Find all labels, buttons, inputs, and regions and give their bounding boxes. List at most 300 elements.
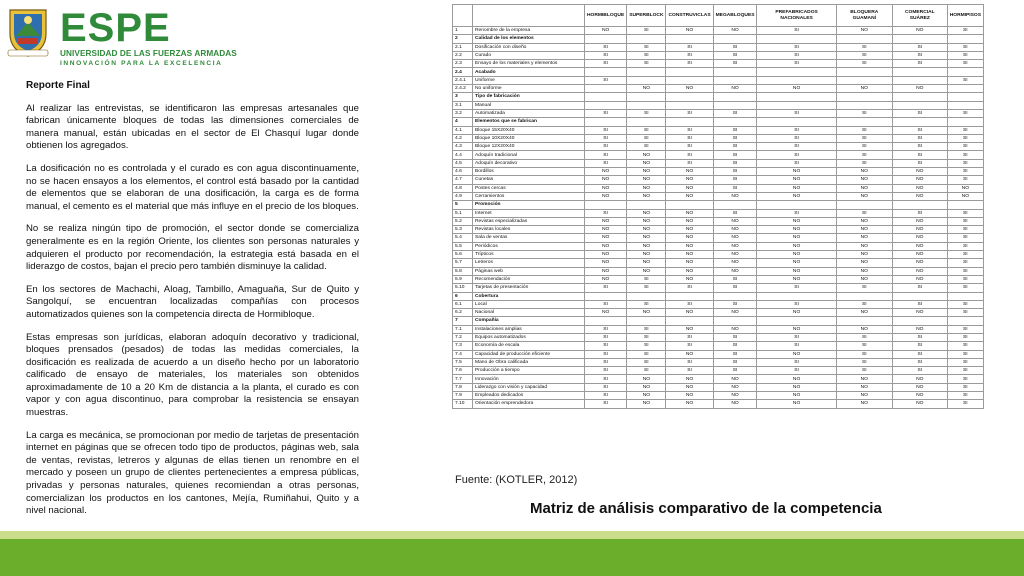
table-row xyxy=(453,375,984,383)
cell-value: NO xyxy=(627,375,666,383)
cell-value: SI xyxy=(836,60,892,68)
row-code: 6.2 xyxy=(453,309,473,317)
espe-logo xyxy=(4,6,237,67)
row-code: 6 xyxy=(453,292,473,300)
row-label: Renombre de la empresa xyxy=(473,27,585,35)
cell-value: SI xyxy=(757,43,836,51)
table-row xyxy=(453,93,984,101)
cell-value: NO xyxy=(627,234,666,242)
cell-value: SI xyxy=(627,51,666,59)
row-label: Liderazgo con visión y capacidad xyxy=(473,383,585,391)
row-code: 4.6 xyxy=(453,168,473,176)
cell-value: NO xyxy=(627,383,666,391)
table-row xyxy=(453,60,984,68)
cell-value: NO xyxy=(892,192,947,200)
row-label: Páginas web xyxy=(473,267,585,275)
footer-band-light xyxy=(0,531,1024,539)
cell-value: NO xyxy=(892,325,947,333)
row-code: 2.2 xyxy=(453,51,473,59)
cell-value: NO xyxy=(713,242,757,250)
row-code: 6.1 xyxy=(453,300,473,308)
cell-value: NO xyxy=(892,234,947,242)
cell-value: SI xyxy=(892,209,947,217)
cell-value xyxy=(757,35,836,43)
cell-value: SI xyxy=(713,300,757,308)
table-row xyxy=(453,76,984,84)
cell-value xyxy=(836,292,892,300)
row-code: 4.4 xyxy=(453,151,473,159)
cell-value: NO xyxy=(627,209,666,217)
table-row xyxy=(453,109,984,117)
table-row xyxy=(453,259,984,267)
cell-value xyxy=(836,35,892,43)
cell-value: SI xyxy=(836,51,892,59)
cell-value: SI xyxy=(892,134,947,142)
row-label: Innovación xyxy=(473,375,585,383)
row-code: 5.2 xyxy=(453,217,473,225)
table-row xyxy=(453,342,984,350)
cell-value: SI xyxy=(892,143,947,151)
cell-value xyxy=(585,68,627,76)
row-label: Instalaciones amplias xyxy=(473,325,585,333)
cell-value: SI xyxy=(666,342,713,350)
row-code: 4.5 xyxy=(453,159,473,167)
cell-value: SI xyxy=(836,333,892,341)
row-code: 2 xyxy=(453,35,473,43)
cell-value: NO xyxy=(627,251,666,259)
cell-value: NO xyxy=(713,85,757,93)
table-row xyxy=(453,126,984,134)
row-label: Orientación emprendedora xyxy=(473,400,585,408)
row-code: 3 xyxy=(453,93,473,101)
cell-value: NO xyxy=(892,176,947,184)
cell-value: NO xyxy=(836,392,892,400)
table-row xyxy=(453,159,984,167)
table-row xyxy=(453,118,984,126)
cell-value xyxy=(892,292,947,300)
report-paragraph: Estas empresas son jurídicas, elaboran adoquín decorativo y tradicional, bloques prensados (pesados) de todas las medidas comerciales, la dosificación es realizada de acuerdo a un diseño hecho por un laboratorio calificado de ensayo de materiales, los materiales son obtenidos aproximadamente de 10 a 20 Km de distancia a la planta, el curado es con vapor y con agua discontinuo, para comprobar la resistencia se ensayan muestras. xyxy=(26,331,359,419)
cell-value: NO xyxy=(585,267,627,275)
cell-value xyxy=(627,35,666,43)
row-label: Cobertura xyxy=(473,292,585,300)
row-code: 7.1 xyxy=(453,325,473,333)
cell-value: NO xyxy=(713,375,757,383)
table-row xyxy=(453,184,984,192)
cell-value: NO xyxy=(757,392,836,400)
cell-value: NO xyxy=(757,85,836,93)
cell-value: SI xyxy=(713,184,757,192)
cell-value xyxy=(627,68,666,76)
cell-value: NO xyxy=(585,168,627,176)
cell-value: SI xyxy=(585,109,627,117)
cell-value: NO xyxy=(836,184,892,192)
cell-value: NO xyxy=(666,251,713,259)
cell-value: NO xyxy=(836,325,892,333)
cell-value: SI xyxy=(947,275,983,283)
cell-value xyxy=(627,118,666,126)
table-row xyxy=(453,234,984,242)
row-label: Automatizada xyxy=(473,109,585,117)
table-row xyxy=(453,309,984,317)
cell-value xyxy=(585,35,627,43)
table-row xyxy=(453,101,984,109)
cell-value: NO xyxy=(892,383,947,391)
cell-value: SI xyxy=(757,109,836,117)
cell-value xyxy=(585,93,627,101)
cell-value: SI xyxy=(757,342,836,350)
cell-value: SI xyxy=(892,358,947,366)
cell-value xyxy=(892,118,947,126)
cell-value: NO xyxy=(627,267,666,275)
cell-value: SI xyxy=(713,350,757,358)
cell-value: NO xyxy=(892,400,947,408)
cell-value: NO xyxy=(757,192,836,200)
cell-value xyxy=(666,292,713,300)
cell-value: SI xyxy=(627,143,666,151)
cell-value: NO xyxy=(892,217,947,225)
cell-value: SI xyxy=(947,251,983,259)
cell-value: NO xyxy=(713,217,757,225)
cell-value xyxy=(892,68,947,76)
cell-value: NO xyxy=(585,226,627,234)
cell-value: SI xyxy=(757,284,836,292)
cell-value: SI xyxy=(757,358,836,366)
cell-value: SI xyxy=(713,342,757,350)
cell-value: SI xyxy=(757,209,836,217)
cell-value: SI xyxy=(627,275,666,283)
cell-value: NO xyxy=(947,192,983,200)
row-code: 7.6 xyxy=(453,367,473,375)
row-code: 7.4 xyxy=(453,350,473,358)
cell-value xyxy=(627,93,666,101)
row-code: 7 xyxy=(453,317,473,325)
row-code: 7.7 xyxy=(453,375,473,383)
cell-value: SI xyxy=(757,143,836,151)
row-label: Promoción xyxy=(473,201,585,209)
cell-value: NO xyxy=(757,259,836,267)
row-code: 1 xyxy=(453,27,473,35)
cell-value: SI xyxy=(585,375,627,383)
row-label: Sala de ventas xyxy=(473,234,585,242)
cell-value: NO xyxy=(666,217,713,225)
cell-value: SI xyxy=(836,126,892,134)
cell-value: NO xyxy=(947,184,983,192)
cell-value xyxy=(585,292,627,300)
cell-value: SI xyxy=(585,392,627,400)
row-label: Bordillos xyxy=(473,168,585,176)
row-label: Revistas locales xyxy=(473,226,585,234)
row-code: 2.1 xyxy=(453,43,473,51)
cell-value xyxy=(666,35,713,43)
cell-value: SI xyxy=(585,350,627,358)
cell-value: SI xyxy=(947,134,983,142)
cell-value: SI xyxy=(585,333,627,341)
cell-value: SI xyxy=(757,126,836,134)
cell-value: SI xyxy=(713,134,757,142)
cell-value: NO xyxy=(666,168,713,176)
final-report xyxy=(26,80,359,518)
report-paragraph: La carga es mecánica, se promocionan por medio de tarjetas de presentación internet en páginas que se ofrecen todo tipo de productos, páginas web, sala de ventas, revistas, letreros y algunas de ellas tienen un renombre en el mercado y poseen un grupo de clientes pertenecientes a empresa públicas, privadas y personas naturales, quienes recomiendan a otras personas, comercializan los productos en los cantones, Mejía, Rumiñahui, Quito y a nivel nacional. xyxy=(26,429,359,517)
cell-value: SI xyxy=(585,51,627,59)
table-row xyxy=(453,201,984,209)
row-code: 4 xyxy=(453,118,473,126)
cell-value: SI xyxy=(585,284,627,292)
cell-value: SI xyxy=(892,126,947,134)
row-code: 3.2 xyxy=(453,109,473,117)
cell-value xyxy=(892,76,947,84)
cell-value: NO xyxy=(666,192,713,200)
report-paragraph: No se realiza ningún tipo de promoción, el sector donde se comercializa generalmente es en la región Oriente, los clientes son personas naturales y adquieren el producto por recomendación, la estrategia está basada en el liderazgo de costos, bajan el precio pero también disminuye la calidad. xyxy=(26,223,359,273)
row-label: Postes cercas xyxy=(473,184,585,192)
cell-value: NO xyxy=(892,85,947,93)
cell-value: SI xyxy=(757,51,836,59)
cell-value: NO xyxy=(627,400,666,408)
row-code: 7.3 xyxy=(453,342,473,350)
cell-value xyxy=(947,93,983,101)
table-row xyxy=(453,400,984,408)
cell-value xyxy=(947,201,983,209)
cell-value: NO xyxy=(585,251,627,259)
table-row xyxy=(453,68,984,76)
table-row xyxy=(453,367,984,375)
row-label: Manual xyxy=(473,101,585,109)
cell-value: NO xyxy=(757,275,836,283)
cell-value xyxy=(757,317,836,325)
cell-value xyxy=(947,317,983,325)
column-header: CONSTRUVICLAS xyxy=(666,5,713,27)
table-row xyxy=(453,275,984,283)
row-code: 5.3 xyxy=(453,226,473,234)
table-row xyxy=(453,358,984,366)
cell-value: NO xyxy=(713,267,757,275)
cell-value: SI xyxy=(947,27,983,35)
cell-value xyxy=(757,93,836,101)
university-seal-icon xyxy=(4,6,52,58)
cell-value: NO xyxy=(585,192,627,200)
cell-value: NO xyxy=(713,400,757,408)
row-code: 4.2 xyxy=(453,134,473,142)
cell-value: SI xyxy=(627,367,666,375)
cell-value: SI xyxy=(585,358,627,366)
cell-value xyxy=(757,201,836,209)
cell-value: SI xyxy=(713,333,757,341)
cell-value: SI xyxy=(757,60,836,68)
cell-value: SI xyxy=(947,126,983,134)
cell-value: SI xyxy=(947,284,983,292)
row-label: Equipos automatizados xyxy=(473,333,585,341)
cell-value: SI xyxy=(892,350,947,358)
cell-value: NO xyxy=(627,242,666,250)
cell-value: SI xyxy=(947,76,983,84)
cell-value: SI xyxy=(836,151,892,159)
cell-value: SI xyxy=(947,267,983,275)
table-row xyxy=(453,226,984,234)
row-code: 4.9 xyxy=(453,192,473,200)
row-code: 5.1 xyxy=(453,209,473,217)
cell-value: SI xyxy=(585,400,627,408)
cell-value: SI xyxy=(836,367,892,375)
cell-value: NO xyxy=(666,234,713,242)
row-code: 3.1 xyxy=(453,101,473,109)
cell-value xyxy=(713,93,757,101)
cell-value: NO xyxy=(713,27,757,35)
cell-value: SI xyxy=(836,109,892,117)
cell-value: SI xyxy=(947,60,983,68)
cell-value xyxy=(892,201,947,209)
cell-value: NO xyxy=(627,159,666,167)
cell-value: NO xyxy=(666,85,713,93)
table-body xyxy=(453,27,984,409)
row-code: 7.9 xyxy=(453,392,473,400)
cell-value: SI xyxy=(836,134,892,142)
cell-value: SI xyxy=(666,43,713,51)
cell-value: NO xyxy=(585,176,627,184)
report-paragraph: La dosificación no es controlada y el curado es con agua discontinuamente, no se hacen ensayos a los elementos, el control está basado por la cantidad de elementos que se elaboran de una dosificación, la carga es de forma manual, el cemento es el material que más influye en el precio de los bloques. xyxy=(26,162,359,212)
cell-value xyxy=(666,118,713,126)
cell-value: SI xyxy=(713,358,757,366)
cell-value xyxy=(757,68,836,76)
row-code: 5.5 xyxy=(453,242,473,250)
cell-value: NO xyxy=(627,176,666,184)
cell-value xyxy=(627,101,666,109)
cell-value: NO xyxy=(713,192,757,200)
cell-value: SI xyxy=(836,342,892,350)
cell-value: SI xyxy=(585,367,627,375)
cell-value: SI xyxy=(757,159,836,167)
row-label: Producción a tiempo xyxy=(473,367,585,375)
cell-value: NO xyxy=(757,267,836,275)
row-label: Ensayo de los materiales y elementos xyxy=(473,60,585,68)
cell-value: SI xyxy=(892,367,947,375)
cell-value: NO xyxy=(836,27,892,35)
cell-value: SI xyxy=(947,400,983,408)
row-label: Letreros xyxy=(473,259,585,267)
cell-value: SI xyxy=(666,367,713,375)
table-row xyxy=(453,267,984,275)
cell-value xyxy=(666,68,713,76)
cell-value: NO xyxy=(666,209,713,217)
cell-value: NO xyxy=(836,309,892,317)
table-row xyxy=(453,209,984,217)
cell-value xyxy=(585,317,627,325)
row-code: 7.5 xyxy=(453,358,473,366)
cell-value: NO xyxy=(757,400,836,408)
cell-value: SI xyxy=(947,51,983,59)
cell-value: SI xyxy=(947,43,983,51)
table-row xyxy=(453,151,984,159)
cell-value: NO xyxy=(892,168,947,176)
cell-value: NO xyxy=(757,375,836,383)
row-label: Trípticos xyxy=(473,251,585,259)
cell-value xyxy=(947,101,983,109)
cell-value: NO xyxy=(666,184,713,192)
cell-value: SI xyxy=(947,342,983,350)
cell-value xyxy=(757,101,836,109)
footer-band xyxy=(0,539,1024,576)
cell-value xyxy=(836,68,892,76)
cell-value: SI xyxy=(713,60,757,68)
table-row xyxy=(453,168,984,176)
cell-value: NO xyxy=(666,176,713,184)
cell-value: SI xyxy=(892,43,947,51)
cell-value: SI xyxy=(836,358,892,366)
cell-value: SI xyxy=(713,159,757,167)
cell-value: SI xyxy=(585,126,627,134)
row-code: 5 xyxy=(453,201,473,209)
row-label: Capacidad de producción eficiente xyxy=(473,350,585,358)
cell-value: NO xyxy=(757,168,836,176)
cell-value: SI xyxy=(836,143,892,151)
cell-value: SI xyxy=(892,284,947,292)
cell-value: SI xyxy=(666,134,713,142)
cell-value: SI xyxy=(713,151,757,159)
cell-value xyxy=(713,35,757,43)
cell-value: NO xyxy=(892,259,947,267)
cell-value: NO xyxy=(836,192,892,200)
cell-value: SI xyxy=(892,333,947,341)
cell-value: SI xyxy=(585,143,627,151)
cell-value: NO xyxy=(627,226,666,234)
cell-value: NO xyxy=(627,309,666,317)
cell-value: SI xyxy=(666,109,713,117)
cell-value xyxy=(627,317,666,325)
cell-value: NO xyxy=(666,27,713,35)
cell-value: SI xyxy=(713,143,757,151)
cell-value xyxy=(757,292,836,300)
cell-value: SI xyxy=(836,209,892,217)
cell-value: SI xyxy=(757,27,836,35)
cell-value: NO xyxy=(836,168,892,176)
table-row xyxy=(453,383,984,391)
cell-value: NO xyxy=(713,234,757,242)
cell-value xyxy=(666,201,713,209)
cell-value xyxy=(947,292,983,300)
row-label: Tarjetas de presentación xyxy=(473,284,585,292)
cell-value xyxy=(836,76,892,84)
cell-value: SI xyxy=(713,109,757,117)
table-row xyxy=(453,300,984,308)
cell-value: SI xyxy=(947,168,983,176)
cell-value: NO xyxy=(627,392,666,400)
cell-value: SI xyxy=(947,234,983,242)
cell-value: NO xyxy=(585,309,627,317)
cell-value: NO xyxy=(892,251,947,259)
cell-value: NO xyxy=(627,259,666,267)
cell-value: NO xyxy=(585,242,627,250)
cell-value: NO xyxy=(757,350,836,358)
cell-value: SI xyxy=(666,51,713,59)
column-header: PREFABRICADOS NACIONALES xyxy=(757,5,836,27)
cell-value: SI xyxy=(757,134,836,142)
row-code: 4.7 xyxy=(453,176,473,184)
cell-value: SI xyxy=(947,143,983,151)
cell-value: SI xyxy=(713,284,757,292)
table-row xyxy=(453,134,984,142)
university-name: UNIVERSIDAD DE LAS FUERZAS ARMADAS xyxy=(60,49,237,58)
cell-value xyxy=(627,76,666,84)
cell-value: NO xyxy=(666,242,713,250)
table-row xyxy=(453,176,984,184)
cell-value: SI xyxy=(713,168,757,176)
cell-value xyxy=(627,292,666,300)
cell-value xyxy=(666,101,713,109)
cell-value: SI xyxy=(627,60,666,68)
cell-value: NO xyxy=(757,325,836,333)
cell-value: SI xyxy=(666,143,713,151)
cell-value: NO xyxy=(627,85,666,93)
cell-value: NO xyxy=(666,375,713,383)
cell-value: NO xyxy=(666,350,713,358)
